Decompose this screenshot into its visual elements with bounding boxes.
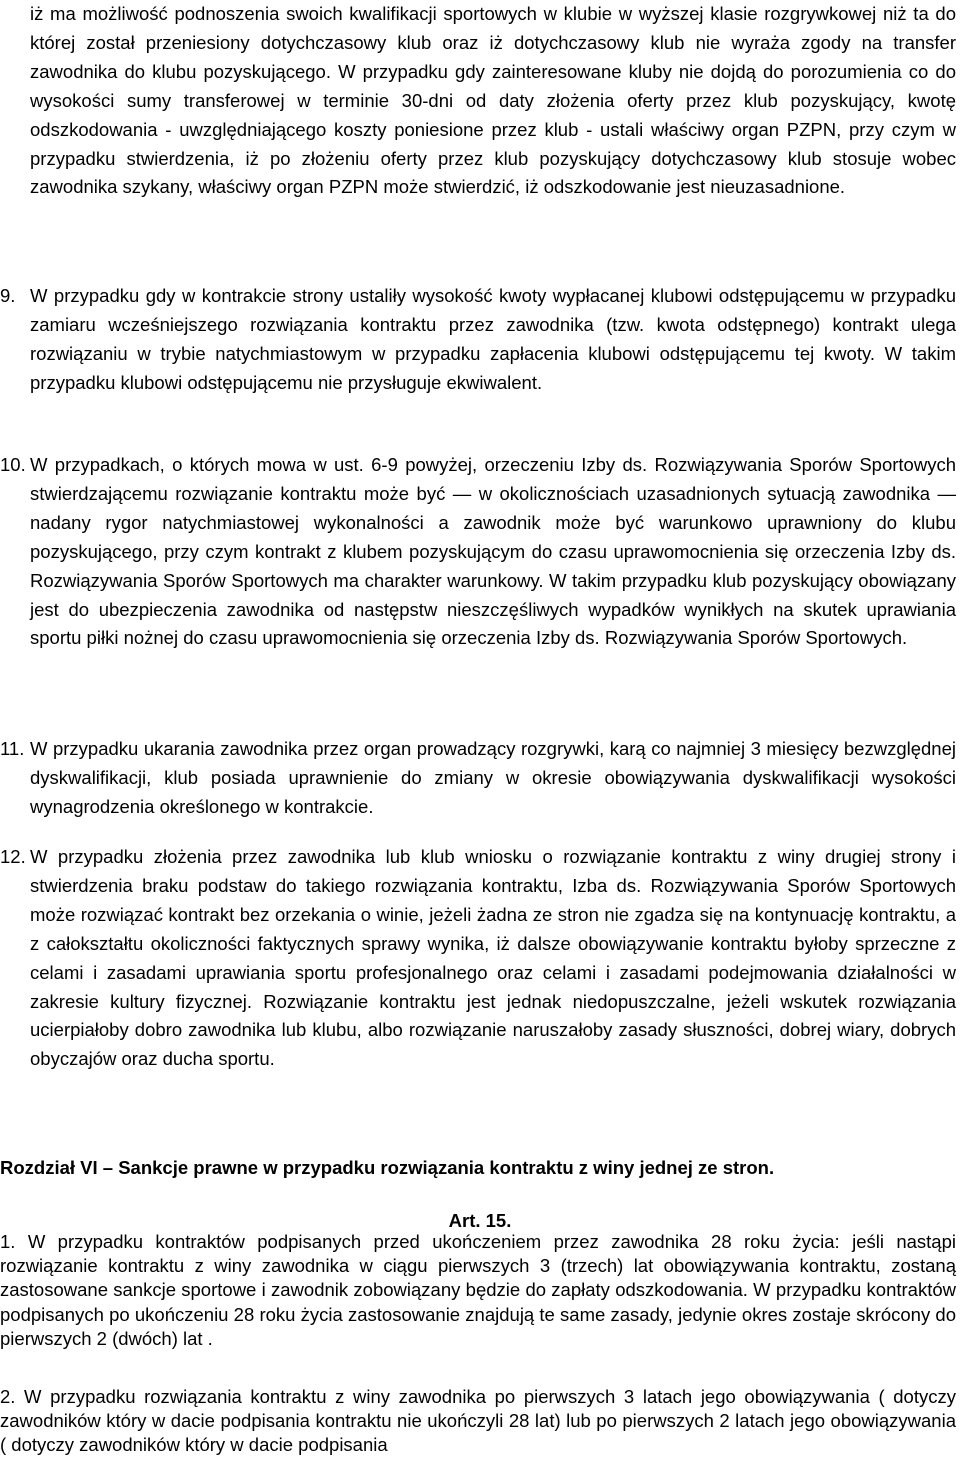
item-number: 9. xyxy=(0,285,16,306)
item-text: W przypadku ukarania zawodnika przez organ prowadzący rozgrywki, karą co najmniej 3 miesięcy bezwzględnej dyskwalifikacji, klub posiada uprawnienie do zmiany w okresie obowiązywania dyskwalifikacji wysokości wynagrodzenia określonego w kontrakcie. xyxy=(30,738,956,817)
article-heading: Art. 15. xyxy=(448,1210,512,1231)
chapter-heading: Rozdział VI – Sankcje prawne w przypadku rozwiązania kontraktu z winy jednej ze stron. xyxy=(0,1157,775,1178)
item-text: W przypadku złożenia przez zawodnika lub klub wniosku o rozwiązanie kontraktu z winy drugiej strony i stwierdzenia braku podstaw do takiego rozwiązania kontraktu, Izba ds. Rozwiązywania Sporów Sportowych może rozwiązać kontrakt bez orzekania o winie, jeżeli żadna ze stron nie zgadza się na kontynuację kontraktu, a z całokształtu okoliczności faktycznych sprawy wynika, iż dalsze obowiązywanie kontraktu byłoby sprzeczne z celami i zasadami uprawiania sportu profesjonalnego oraz celami i zasadami podejmowania działalności w zakresie kultury fizycznej. Rozwiązanie kontraktu jest jednak niedopuszczalne, jeżeli wskutek rozwiązania ucierpiałoby dobro zawodnika lub klubu, albo rozwiązanie naruszałoby zasady słuszności, dobrej wiary, dobrych obyczajów oraz ducha sportu. xyxy=(30,846,956,1070)
item-number: 11. xyxy=(0,738,25,759)
item-number: 10. xyxy=(0,454,26,475)
item-text: W przypadkach, o których mowa w ust. 6-9 powyżej, orzeczeniu Izby ds. Rozwiązywania Sporów Sportowych stwierdzającemu rozwiązanie kontraktu może być — w okolicznościach uzasadnionych sytuacją zawodnika — nadany rygor natychmiastowej wykonalności a zawodnik może być warunkowo uprawniony do klubu pozyskującego, przy czym kontrakt z klubem pozyskującym do czasu uprawomocnienia się orzeczenia Izby ds. Rozwiązywania Sporów Sportowych ma charakter warunkowy. W takim przypadku klub pozyskujący obowiązany jest do ubezpieczenia zawodnika od następstw nieszczęśliwych wypadków wynikłych na skutek uprawiania sportu piłki nożnej do czasu uprawomocnienia się orzeczenia Izby ds. Rozwiązywania Sporów Sportowych. xyxy=(30,454,956,649)
list-item-10 xyxy=(0,451,956,653)
intro-paragraph: iż ma możliwość podnoszenia swoich kwalifikacji sportowych w klubie w wyższej klasie rozgrywkowej niż ta do której został przeniesiony dotychczasowy klub oraz iż dotychczasowy klub nie wyraża zgody na transfer zawodnika do klubu pozyskującego. W przypadku gdy zainteresowane kluby nie dojdą do porozumienia co do wysokości sumy transferowej w terminie 30-dni od daty złożenia oferty przez klub pozyskujący, kwotę odszkodowania - uwzględniającego koszty poniesione przez klub - ustali właściwy organ PZPN, przy czym w przypadku stwierdzenia, iż po złożeniu oferty przez klub pozyskujący dotychczasowy klub stosuje wobec zawodnika szykany, właściwy organ PZPN może stwierdzić, iż odszkodowanie jest nieuzasadnione. xyxy=(30,3,956,198)
list-item-9 xyxy=(0,282,956,398)
item-number: 12. xyxy=(0,846,26,867)
list-item-12 xyxy=(0,843,956,1074)
list-item-11 xyxy=(0,735,956,822)
article-paragraph-1: 1. W przypadku kontraktów podpisanych przed ukończeniem przez zawodnika 28 roku życia: jeśli nastąpi rozwiązanie kontraktu z winy zawodnika w ciągu pierwszych 3 (trzech) lat obowiązywania kontraktu, zostaną zastosowane sankcje sportowe i zawodnik zobowiązany będzie do zapłaty odszkodowania. W przypadku kontraktów podpisanych po ukończeniu 28 roku życia zastosowanie znajdują te same zasady, jedynie okres zostaje skrócony do pierwszych 2 (dwóch) lat . xyxy=(0,1231,956,1349)
item-text: W przypadku gdy w kontrakcie strony ustaliły wysokość kwoty wypłacanej klubowi odstępującemu w przypadku zamiaru wcześniejszego rozwiązania kontraktu przez zawodnika (tzw. kwota odstępnego) kontrakt ulega rozwiązaniu w trybie natychmiastowym w przypadku zapłacenia klubowi odstępującemu tej kwoty. W takim przypadku klubowi odstępującemu nie przysługuje ekwiwalent. xyxy=(30,285,956,393)
article-paragraph-2: 2. W przypadku rozwiązania kontraktu z winy zawodnika po pierwszych 3 latach jego obowiązywania ( dotyczy zawodników który w dacie podpisania kontraktu nie ukończyli 28 lat) lub po pierwszych 2 latach jego obowiązywania ( dotyczy zawodników który w dacie podpisania xyxy=(0,1386,956,1456)
